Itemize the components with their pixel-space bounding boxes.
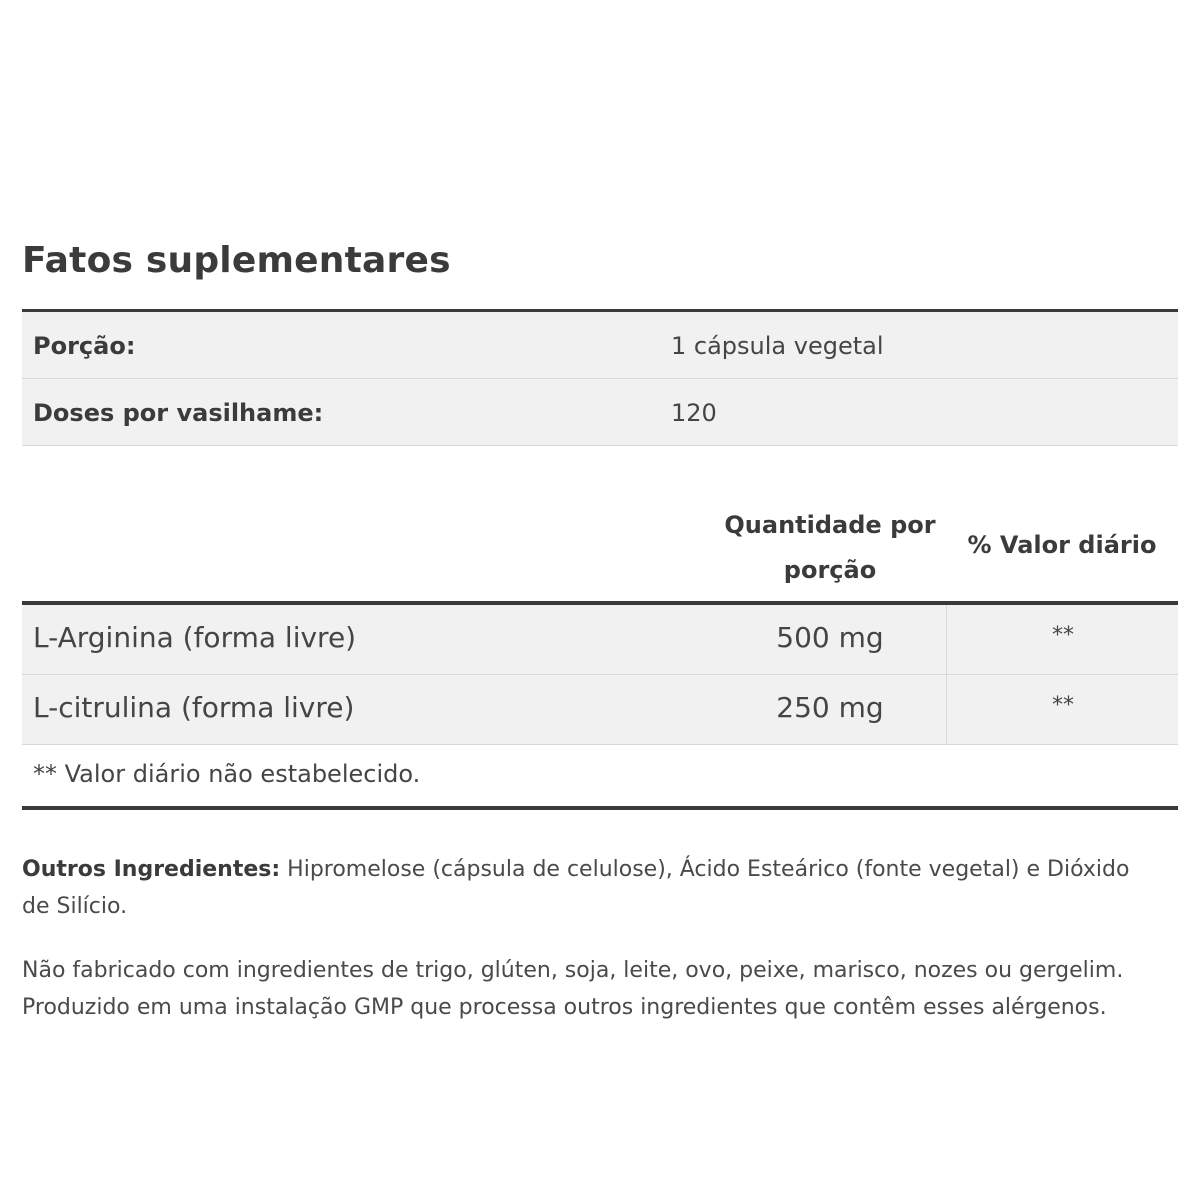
panel-title: Fatos suplementares xyxy=(22,240,451,281)
nutrients-table xyxy=(22,601,1178,745)
nutrient-amount: 500 mg xyxy=(776,621,884,654)
daily-value-cell xyxy=(946,605,1179,674)
daily-value-header: % Valor diário xyxy=(967,531,1157,559)
nutrient-daily-value: ** xyxy=(1052,623,1074,648)
amount-header-line2: porção xyxy=(783,556,877,584)
table-row xyxy=(22,675,1178,745)
other-ingredients-text: Hipromelose (cápsula de celulose), Ácido Esteárico (fonte vegetal) e Dióxido de Silício. xyxy=(22,857,1130,919)
amount-header-line1: Quantidade por xyxy=(724,511,936,539)
serving-size-row xyxy=(22,312,1178,379)
other-ingredients xyxy=(22,851,1162,925)
nutrient-name: L-citrulina (forma livre) xyxy=(33,691,355,724)
footnote-text: ** Valor diário não estabelecido. xyxy=(33,760,421,788)
nutrient-name: L-Arginina (forma livre) xyxy=(33,621,357,654)
allergen-line-2: Produzido em uma instalação GMP que processa outros ingredientes que contêm esses alérgenos. xyxy=(22,995,1107,1020)
daily-value-footnote xyxy=(22,742,1178,810)
daily-value-cell xyxy=(946,675,1179,744)
servings-per-container-value: 120 xyxy=(671,399,717,427)
table-row xyxy=(22,605,1178,675)
other-ingredients-label: Outros Ingredientes: xyxy=(22,857,281,882)
serving-size-label: Porção: xyxy=(33,332,136,360)
nutrient-daily-value: ** xyxy=(1052,693,1074,718)
servings-per-container-row xyxy=(22,379,1178,446)
nutrient-amount: 250 mg xyxy=(776,691,884,724)
amount-per-serving-header xyxy=(710,503,950,593)
serving-size-value: 1 cápsula vegetal xyxy=(671,332,884,360)
serving-info-table xyxy=(22,309,1178,446)
allergen-line-1: Não fabricado com ingredientes de trigo, glúten, soja, leite, ovo, peixe, marisco, nozes ou gergelim. xyxy=(22,958,1124,983)
allergen-statement xyxy=(22,952,1162,1026)
servings-per-container-label: Doses por vasilhame: xyxy=(33,399,324,427)
